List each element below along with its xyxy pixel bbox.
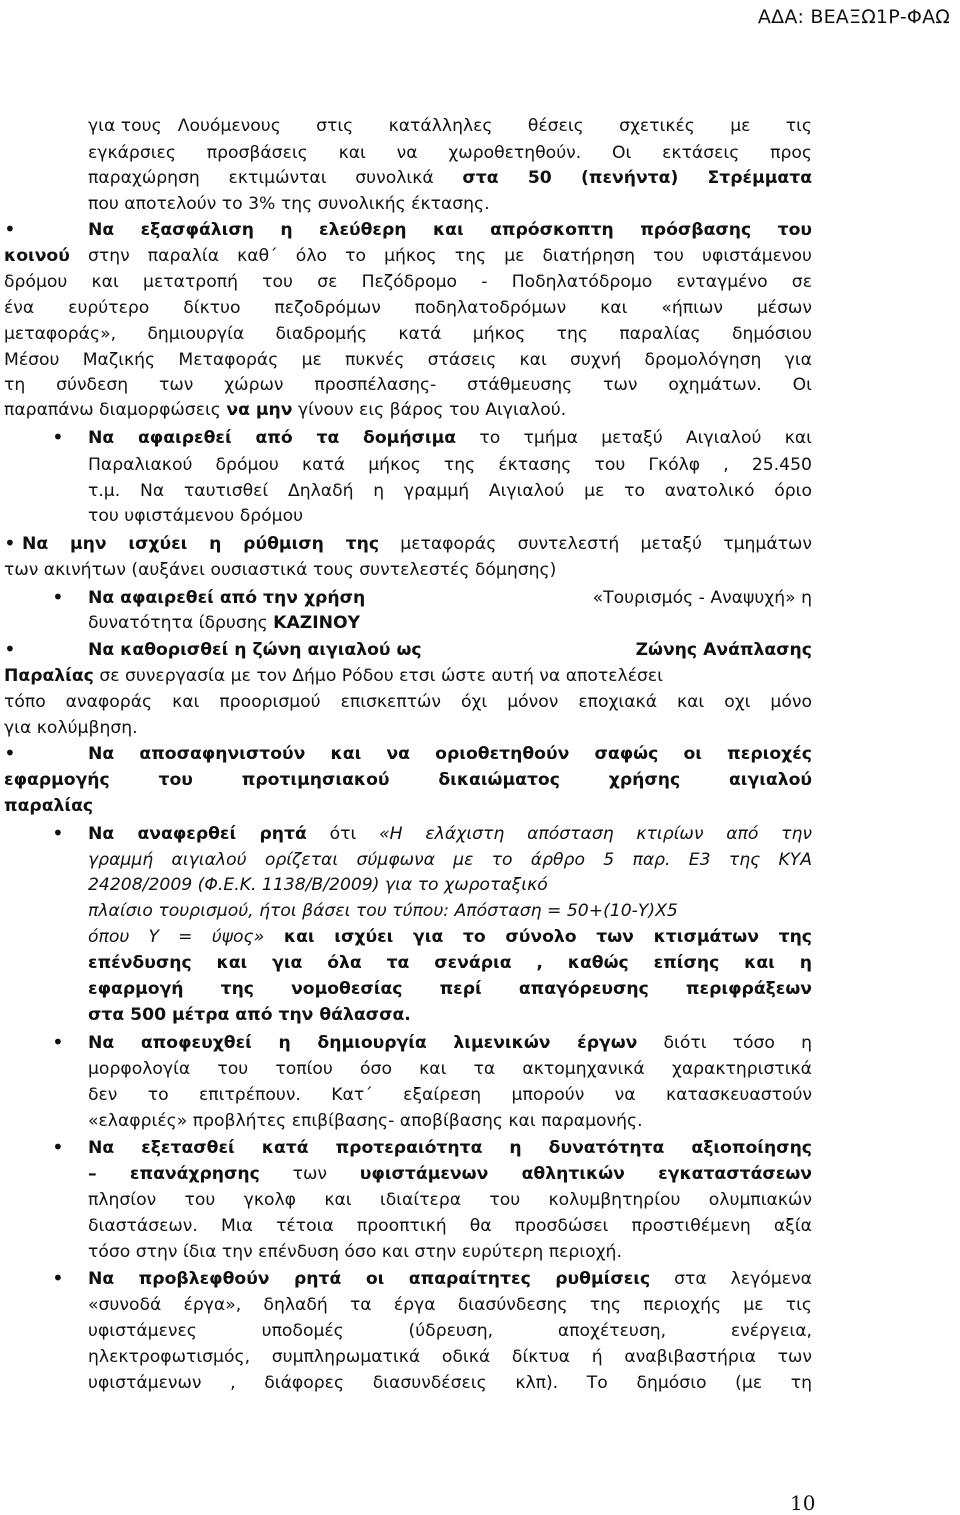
text-fragment: Να αφαιρεθεί από την χρήση [88, 588, 366, 608]
text-line: τόπο αναφοράς και προορισμού επισκεπτών όχι μόνον εποχιακά και οχι μόνο [4, 692, 812, 712]
text-line [88, 586, 812, 610]
text-line [22, 532, 812, 556]
text-fragment: παραλίας [4, 796, 94, 816]
text-line [4, 768, 812, 792]
text-line: τόσο στην ίδια την επένδυση όσο και στην ευρύτερη περιοχή. [88, 1242, 622, 1262]
text-line [88, 218, 812, 242]
text-fragment: Να αφαιρεθεί από τα δομήσιμα [88, 428, 457, 448]
text-line: «συνοδά έργα», δηλαδή τα έργα διασύνδεσης της περιοχής με τις [88, 1295, 812, 1315]
text-fragment: Να εξετασθεί κατά προτεραιότητα η δυνατότητα αξιοποίησης [88, 1138, 812, 1158]
text-fragment: να μην [226, 400, 293, 420]
text-fragment: Λουόμενους στις κατάλληλες θέσεις σχετικές με τις [177, 116, 812, 136]
bullet-icon: • [52, 1030, 64, 1054]
text-fragment: Να μην ισχύει η ρύθμιση της [22, 534, 380, 554]
text-line [88, 166, 812, 190]
text-line: που αποτελούν το 3% της συνολικής έκτασης. [88, 194, 490, 214]
text-line [88, 848, 812, 872]
text-fragment: Ζώνης Ανάπλασης [635, 640, 812, 660]
text-line: τη σύνδεση των χώρων προσπέλασης- στάθμευσης των οχημάτων. Οι [4, 375, 812, 395]
text-fragment: υφιστάμενων αθλητικών εγκαταστάσεων [359, 1164, 812, 1184]
text-fragment: γίνουν εις βάρος του Αιγιαλού. [292, 400, 567, 420]
text-fragment: κοινού [4, 246, 70, 266]
text-fragment: στην παραλία καθ΄ όλο το μήκος της με διατήρηση του υφιστάμενου [69, 246, 812, 266]
text-fragment: το τμήμα μεταξύ Αιγιαλού και [456, 428, 812, 448]
text-line: εγκάρσιες προσβάσεις και να χωροθετηθούν. Οι εκτάσεις προς [88, 143, 812, 163]
text-line: για κολύμβηση. [4, 718, 138, 738]
text-fragment: και ισχύει για το σύνολο των κτισμάτων της [264, 927, 812, 947]
text-fragment: εφαρμογή της νομοθεσίας περί απαγόρευσης περιφράξεων [88, 979, 812, 999]
text-fragment: ότι [306, 824, 380, 844]
text-fragment: χρήσης [608, 770, 681, 790]
text-fragment: σε συνεργασία με τον Δήμο Ρόδου ετσι ώστε αυτή να αποτελέσει [93, 666, 663, 686]
text-fragment: δυνατότητα ίδρυσης [88, 613, 274, 633]
text-fragment: – επανάχρησης [88, 1164, 260, 1184]
text-fragment: παραπάνω διαμορφώσεις [4, 400, 227, 420]
text-fragment: Παραλίας [4, 666, 94, 686]
text-fragment: Να προβλεφθούν ρητά οι απαραίτητες ρυθμίσεις [88, 1269, 651, 1289]
text-fragment: Να καθορισθεί η ζώνη αιγιαλού ως [88, 640, 422, 660]
text-line: δρόμου και μετατροπή του σε Πεζόδρομο - Ποδηλατόδρομο ενταγμένο σε [4, 272, 812, 292]
text-line [88, 1003, 411, 1027]
ada-header: ΑΔΑ: ΒΕΑΞΩ1Ρ-ΦΑΩ [757, 6, 950, 28]
text-fragment: Να αποσαφηνιστούν και να οριοθετηθούν σαφώς οι περιοχές [88, 744, 812, 764]
text-line [4, 794, 93, 818]
text-line [88, 822, 812, 846]
bullet-icon: • [52, 1266, 64, 1290]
text-line [88, 951, 812, 975]
text-line: μορφολογία του τοπίου όσο και τα ακτομηχανικά χαρακτηριστικά [88, 1059, 812, 1079]
text-fragment: 24208/2009 (Φ.Ε.Κ. 1138/Β/2009) για το χωροταξικό [88, 875, 548, 895]
text-fragment: παραχώρηση εκτιμώνται συνολικά [88, 168, 463, 188]
text-fragment: επένδυσης και για όλα τα σενάρια , καθώς επίσης και η [88, 953, 812, 973]
text-fragment: του [158, 770, 193, 790]
text-line: ένα ευρύτερο δίκτυο πεζοδρόμων ποδηλατοδρόμων και «ήπιων μέσων [4, 298, 812, 318]
text-line: «ελαφριές» προβλήτες επιβίβασης- αποβίβασης και παραμονής. [88, 1111, 643, 1131]
text-line [88, 611, 360, 635]
text-fragment: ΚΑΖΙΝΟΥ [273, 613, 361, 633]
text-fragment: μεταφοράς συντελεστή μεταξύ τμημάτων [379, 534, 813, 554]
text-line [88, 638, 812, 662]
text-fragment: για τους [88, 116, 162, 136]
text-line: πλησίον του γκολφ και ιδιαίτερα του κολυμβητηρίου ολυμπιακών [88, 1190, 812, 1210]
text-fragment: στα 500 μέτρα από την θάλασσα. [88, 1005, 411, 1025]
bullet-icon: • [52, 1135, 64, 1159]
text-line [88, 114, 812, 138]
text-line: υφιστάμενες υποδομές (ύδρευση, αποχέτευση, ενέργεια, [88, 1321, 812, 1341]
text-line [88, 1162, 812, 1186]
text-fragment: πλαίσιο τουρισμού, ήτοι βάσει του τύπου: Απόσταση = 50+(10-Υ)Χ5 [88, 901, 678, 921]
text-line [88, 899, 678, 923]
text-fragment: διότι τόσο η [637, 1033, 812, 1053]
bullet-icon: • [4, 531, 16, 555]
text-line: τ.μ. Να ταυτισθεί Δηλαδή η γραμμή Αιγιαλού με το ανατολικό όριο [88, 481, 812, 501]
bullet-icon: • [4, 637, 16, 661]
bullet-icon: • [52, 821, 64, 845]
text-fragment: Να εξασφάλιση η ελεύθερη και απρόσκοπτη πρόσβασης του [88, 220, 812, 240]
bullet-icon: • [52, 425, 64, 449]
text-fragment: όπου Υ = ύψος» [88, 927, 265, 947]
text-line [88, 1136, 812, 1160]
text-fragment: γραμμή αιγιαλού ορίζεται σύμφωνα με το άρθρο 5 παρ. Ε3 της ΚΥΑ [88, 850, 812, 870]
text-line: μεταφοράς», δημιουργία διαδρομής κατά μήκος της παραλίας δημόσιου [4, 324, 812, 344]
text-line: δεν το επιτρέπουν. Κατ΄ εξαίρεση μπορούν να κατασκευαστούν [88, 1085, 812, 1105]
bullet-icon: • [52, 585, 64, 609]
text-line: ηλεκτροφωτισμός, συμπληρωματικά οδικά δίκτυα ή αναβιβαστήρια των [88, 1347, 812, 1367]
text-line [88, 1031, 812, 1055]
text-line [88, 742, 812, 766]
text-fragment: προτιμησιακού [241, 770, 390, 790]
text-line [4, 398, 566, 422]
page-number: 10 [790, 1491, 816, 1515]
text-line: Μέσου Μαζικής Μεταφοράς με πυκνές στάσεις και συχνή δρομολόγηση για [4, 350, 812, 370]
text-fragment: εφαρμογής [4, 770, 110, 790]
text-fragment: των [259, 1164, 360, 1184]
text-line [88, 925, 812, 949]
text-line: Παραλιακού δρόμου κατά μήκος της έκτασης του Γκόλφ , 25.450 [88, 455, 812, 475]
text-fragment: αιγιαλού [728, 770, 812, 790]
text-fragment: «Η ελάχιστη απόσταση κτιρίων από την [379, 824, 813, 844]
text-line: υφιστάμενων , διάφορες διασυνδέσεις κλπ). Το δημόσιο (με τη [88, 1373, 812, 1393]
text-fragment: Να αποφευχθεί η δημιουργία λιμενικών έργων [88, 1033, 638, 1053]
text-fragment: Να αναφερθεί ρητά [88, 824, 307, 844]
text-fragment: «Τουρισμός - Αναψυχή» η [592, 588, 812, 608]
text-line [88, 977, 812, 1001]
text-line: των ακινήτων (αυξάνει ουσιαστικά τους συντελεστές δόμησης) [4, 560, 557, 580]
text-line [88, 873, 548, 897]
text-line [88, 426, 812, 450]
bullet-icon: • [4, 741, 16, 765]
text-line [4, 664, 812, 688]
text-line: διαστάσεων. Μια τέτοια προοπτική θα προσδώσει προστιθέμενη αξία [88, 1216, 812, 1236]
text-line: του υφιστάμενου δρόμου [88, 506, 304, 526]
text-fragment: στα 50 (πενήντα) Στρέμματα [462, 168, 813, 188]
text-fragment: στα λεγόμενα [650, 1269, 812, 1289]
text-line [4, 244, 812, 268]
text-fragment: δικαιώματος [438, 770, 560, 790]
text-line [88, 1267, 812, 1291]
bullet-icon: • [4, 217, 16, 241]
